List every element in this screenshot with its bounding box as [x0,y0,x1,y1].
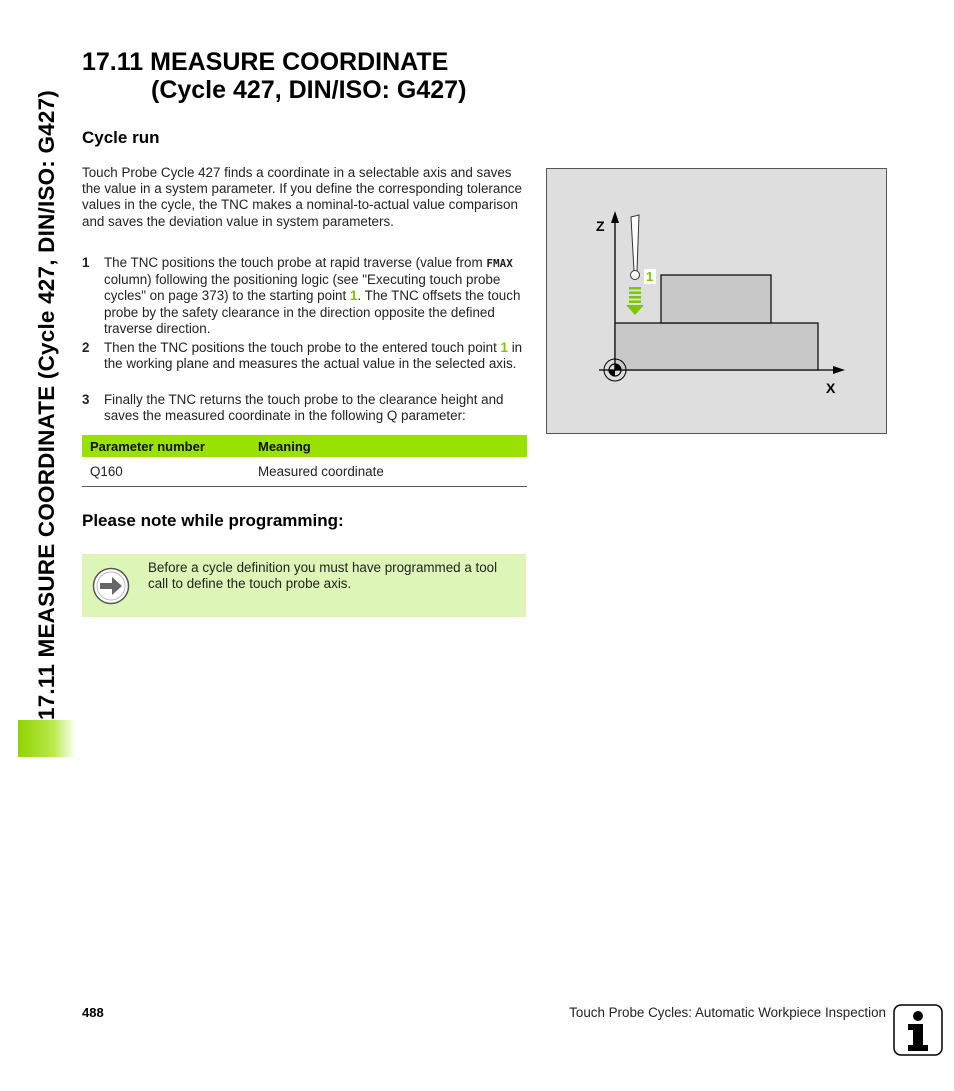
page-title [82,48,466,104]
point-1-label: 1 [646,269,654,284]
table-cell: Q160 [82,457,250,487]
side-tab-label: 17.11 MEASURE COORDINATE (Cycle 427, DIN/ISO: G427) [34,90,60,720]
diagram-canvas [547,169,886,433]
cycle-run-intro: Touch Probe Cycle 427 finds a coordinate in a selectable axis and saves the value in a system parameter. If you define the corresponding tolerance values in the cycle, the TNC makes a nominal-to-actual value comparison and saves the deviation value in system parameters. [82,165,522,229]
chapter-side-tab [18,0,76,757]
arrow-right-icon [92,567,130,605]
workpiece-step [661,275,771,323]
probe-stylus-icon [631,215,639,271]
page-number: 488 [82,1005,104,1020]
traverse-down-arrow-icon [626,287,644,315]
x-axis-arrow [833,366,845,374]
column-header: Meaning [250,435,527,457]
x-axis-label: X [826,380,836,396]
step-text: Finally the TNC returns the touch probe to the clearance height and saves the measured coordinate in the following Q parameter: [104,392,504,424]
table-cell: Measured coordinate [250,457,527,487]
table-header-row [82,435,527,457]
step-text: column) following the positioning logic (see "Executing touch probe cycles" on page 373) to the starting point [104,272,501,304]
step-number: 3 [82,392,90,407]
note-box [82,554,526,617]
step-text: in the working plane and measures the actual value in the selected axis. [104,340,523,372]
probe-tip [631,271,640,280]
info-icon [893,1004,943,1056]
fmax-code: FMAX [486,257,513,270]
probe-diagram [546,168,887,434]
step-3 [82,392,527,424]
column-header: Parameter number [82,435,250,457]
step-number: 1 [82,255,90,270]
footer-chapter-title: Touch Probe Cycles: Automatic Workpiece Inspection [569,1005,886,1020]
workpiece-base [615,323,818,370]
z-axis-label: Z [596,218,605,234]
step-1 [82,255,527,337]
step-text: The TNC positions the touch probe at rapid traverse (value from [104,255,487,270]
step-text: Then the TNC positions the touch probe to the entered touch point [104,340,501,355]
note-heading: Please note while programming: [82,511,344,530]
point-ref: 1 [500,340,508,355]
page-title-line1: 17.11 MEASURE COORDINATE [82,48,449,76]
table-row [82,457,527,487]
cycle-run-heading: Cycle run [82,128,160,147]
step-2 [82,340,527,372]
z-axis-arrow [611,211,619,223]
parameter-table [82,435,527,487]
note-text: Before a cycle definition you must have programmed a tool call to define the touch probe axis. [148,560,498,592]
page-title-line2: (Cycle 427, DIN/ISO: G427) [151,76,467,104]
step-text: . The TNC offsets the touch probe by the safety clearance in the direction opposite the defined traverse direction. [104,288,521,336]
step-number: 2 [82,340,90,355]
point-ref: 1 [349,288,358,304]
